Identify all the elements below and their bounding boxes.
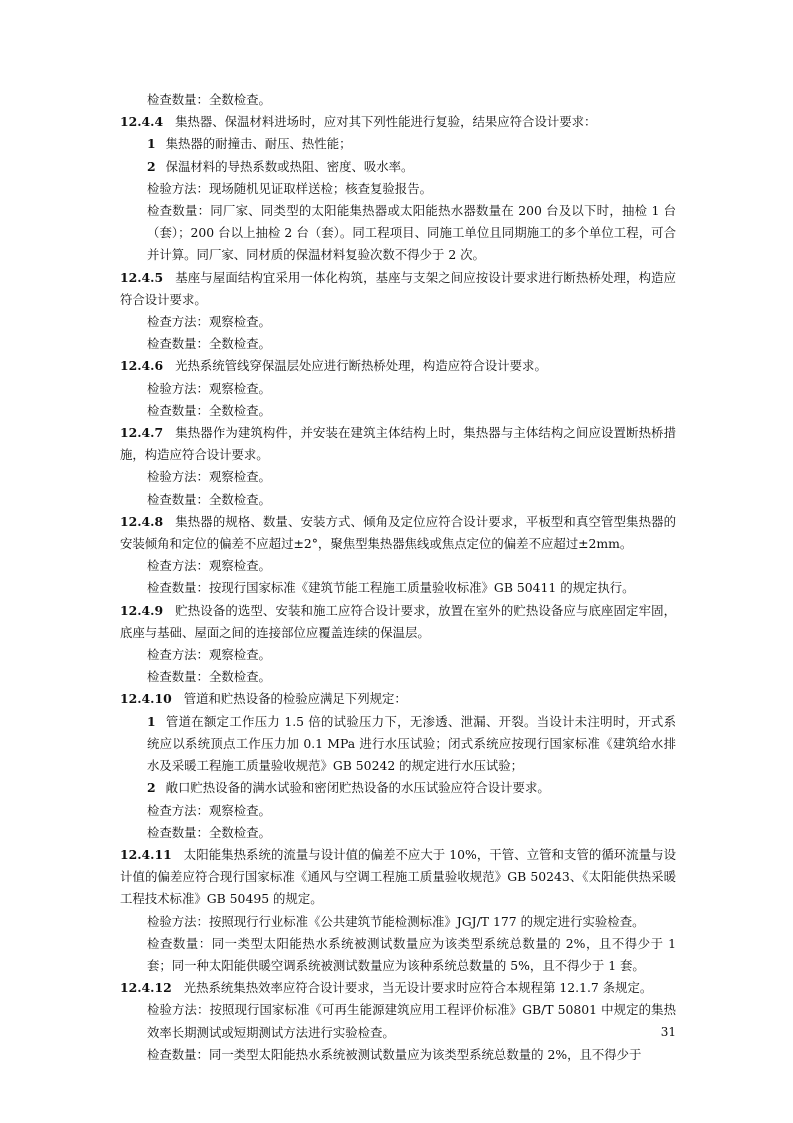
text-line — [120, 822, 676, 844]
line-text: 检查方法：观察检查。 — [147, 314, 271, 330]
clause-12-4-12 — [120, 977, 676, 999]
line-text: 检查数量：全数检查。 — [147, 491, 271, 507]
clause-number: 12.4.11 — [120, 846, 172, 862]
text-line — [120, 577, 676, 599]
text-line — [120, 555, 676, 577]
text-line — [120, 911, 676, 933]
text-line — [120, 644, 676, 666]
clause-number: 12.4.8 — [120, 513, 164, 529]
text-line — [120, 378, 676, 400]
clause-12-4-6 — [120, 355, 676, 377]
item-number: 2 — [147, 780, 156, 796]
clause-12-4-5 — [120, 267, 676, 311]
text-line — [120, 800, 676, 822]
line-text: 检查数量：全数检查。 — [147, 669, 271, 685]
clause-number: 12.4.9 — [120, 602, 164, 618]
text-line — [120, 311, 676, 333]
text-line — [120, 200, 676, 267]
text-line — [120, 178, 676, 200]
line-text: 检验方法：按照现行行业标准《公共建筑节能检测标准》JGJ/T 177 的规定进行实验检查。 — [147, 913, 645, 929]
list-item — [120, 711, 676, 778]
line-text: 保温材料的导热系数或热阻、密度、吸水率。 — [165, 158, 414, 174]
clause-12-4-10 — [120, 688, 676, 710]
line-text: 检验方法：观察检查。 — [147, 380, 271, 396]
text-line — [120, 89, 676, 111]
line-text: 检查方法：观察检查。 — [147, 647, 271, 663]
line-text: 检查数量：按现行国家标准《建筑节能工程施工质量验收标准》GB 50411 的规定执行。 — [147, 580, 635, 596]
line-text: 检查数量：全数检查。 — [147, 336, 271, 352]
page-number: 31 — [660, 1025, 676, 1039]
text-line — [120, 489, 676, 511]
text-line — [120, 466, 676, 488]
clause-number: 12.4.7 — [120, 425, 164, 441]
line-text: 太阳能集热系统的流量与设计值的偏差不应大于 10%，干管、立管和支管的循环流量与设计值的偏差应符合现行国家标准《通风与空调工程施工质量验收规范》GB 50243、《太阳能供热采暖工程技术标准》GB 50495 的规定。 — [120, 846, 676, 907]
line-text: 检查数量：全数检查。 — [147, 92, 271, 107]
clause-number: 12.4.12 — [120, 980, 172, 996]
clause-number: 12.4.10 — [120, 691, 172, 707]
line-text: 检查数量：同厂家、同类型的太阳能集热器或太阳能热水器数量在 200 台及以下时，抽检 1 台（套）；200 台以上抽检 2 台（套）。同工程项目、同施工单位且同期施工的多个单位工程，可合并计算。同厂家、同材质的保温材料复验次数不得少于 2 次。 — [147, 203, 676, 263]
line-text: 检查数量：全数检查。 — [147, 824, 271, 840]
line-text: 集热器的规格、数量、安装方式、倾角及定位应符合设计要求，平板型和真空管型集热器的安装倾角和定位的偏差不应超过±2°，聚焦型集热器焦线或焦点定位的偏差不应超过±2mm。 — [120, 513, 676, 552]
line-text: 敞口贮热设备的满水试验和密闭贮热设备的水压试验应符合设计要求。 — [165, 780, 550, 796]
line-text: 管道和贮热设备的检验应满足下列规定： — [183, 691, 407, 707]
line-text: 集热器的耐撞击、耐压、热性能； — [165, 136, 352, 152]
item-number: 1 — [147, 713, 156, 729]
line-text: 检查数量：同一类型太阳能热水系统被测试数量应为该类型系统总数量的 2%，且不得少于 — [147, 1046, 642, 1062]
text-line — [120, 999, 676, 1043]
line-text: 检验方法：按照现行国家标准《可再生能源建筑应用工程评价标准》GB/T 50801 中规定的集热效率长期测试或短期测试方法进行实验检查。 — [147, 1002, 676, 1040]
line-text: 集热器、保温材料进场时，应对其下列性能进行复验，结果应符合设计要求： — [175, 114, 597, 130]
clause-number: 12.4.5 — [120, 269, 164, 285]
list-item — [120, 133, 676, 155]
clause-12-4-7 — [120, 422, 676, 466]
line-text: 检验方法：观察检查。 — [147, 469, 271, 485]
line-text: 光热系统管线穿保温层处应进行断热桥处理，构造应符合设计要求。 — [175, 358, 547, 374]
line-text: 检验方法：现场随机见证取样送检；核查复验报告。 — [147, 180, 432, 196]
clause-12-4-4 — [120, 111, 676, 133]
item-number: 1 — [147, 136, 156, 152]
line-text: 检查数量：同一类型太阳能热水系统被测试数量应为该类型系统总数量的 2%，且不得少于 1 套；同一种太阳能供暖空调系统被测试数量应为该种系统总数量的 5%，且不得少于 1 套。 — [147, 935, 676, 973]
text-line — [120, 666, 676, 688]
clause-number: 12.4.4 — [120, 114, 164, 130]
clause-12-4-9 — [120, 600, 676, 644]
line-text: 光热系统集热效率应符合设计要求，当无设计要求时应符合本规程第 12.1.7 条规定。 — [183, 980, 653, 996]
line-text: 管道在额定工作压力 1.5 倍的试验压力下，无渗透、泄漏、开裂。当设计未注明时，开式系统应以系统顶点工作压力加 0.1 MPa 进行水压试验；闭式系统应按现行国家标准《建筑给水排水及采暖工程施工质量验收规范》GB 50242 的规定进行水压试验； — [147, 713, 676, 774]
page-body — [120, 89, 676, 1066]
line-text: 检查数量：全数检查。 — [147, 402, 271, 418]
line-text: 贮热设备的选型、安装和施工应符合设计要求，放置在室外的贮热设备应与底座固定牢固，底座与基础、屋面之间的连接部位应覆盖连续的保温层。 — [120, 602, 676, 640]
line-text: 集热器作为建筑构件，并安装在建筑主体结构上时，集热器与主体结构之间应设置断热桥措施，构造应符合设计要求。 — [120, 425, 676, 463]
text-line — [120, 400, 676, 422]
clause-number: 12.4.6 — [120, 358, 164, 374]
text-line — [120, 1044, 676, 1066]
text-line — [120, 333, 676, 355]
text-line — [120, 933, 676, 977]
clause-12-4-11 — [120, 844, 676, 911]
line-text: 基座与屋面结构宜采用一体化构筑，基座与支架之间应按设计要求进行断热桥处理，构造应符合设计要求。 — [120, 269, 676, 307]
line-text: 检查方法：观察检查。 — [147, 802, 271, 818]
line-text: 检查方法：观察检查。 — [147, 558, 271, 574]
list-item — [120, 156, 676, 178]
list-item — [120, 777, 676, 799]
clause-12-4-8 — [120, 511, 676, 555]
item-number: 2 — [147, 158, 156, 174]
